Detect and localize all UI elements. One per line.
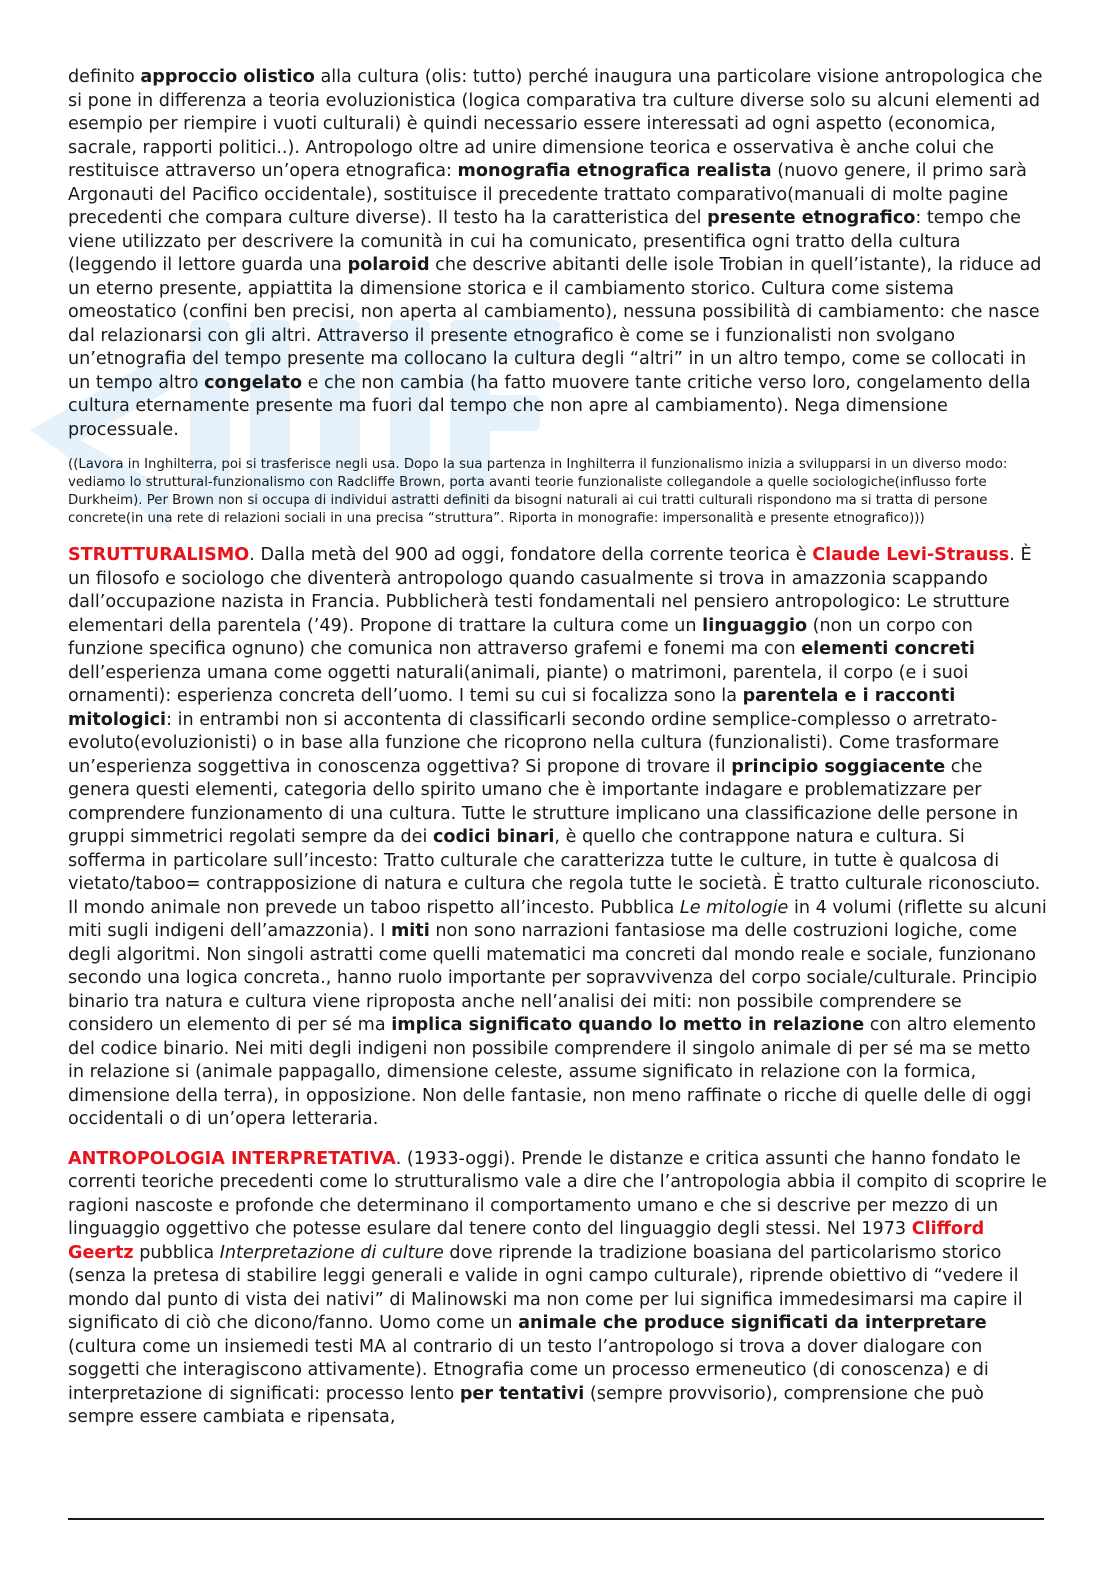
paragraph-antropologia-interpretativa: ANTROPOLOGIA INTERPRETATIVA. (1933-oggi). Prende le distanze e critica assunti che hanno fondato le correnti teoriche precedenti come lo strutturalismo vale a dire che l’antropologia abbia il compito di scoprire le ragioni nascoste e profonde che determinano il comportamento umano e che si descrive per mezzo di un linguaggio oggettivo che potesse esulare dal tenere conto del linguaggio degli stessi. Nel 1973 Clifford Geertz pubblica Interpretazione di culture dove riprende la tradizione boasiana del particolarismo storico (senza la pretesa di stabilire leggi generali e valide in ogni campo culturale), riprende obiettivo di “vedere il mondo dal punto di vista dei nativi” di Malinowski ma non come per lui significa immedesimarsi ma capire il significato di ciò che dicono/fanno. Uomo come un animale che produce significati da interpretare (cultura come un insiemedi testi MA al contrario di un testo l’antropologo si trova a dover dialogare con soggetti che interagiscono attivamente). Etnografia come un processo ermeneutico (di conoscenza) e di interpretazione di significati: processo lento per tentativi (sempre provvisorio), comprensione che può sempre essere cambiata e ripensata, <box>68 1148 1047 1428</box>
paragraph-strutturalismo: STRUTTURALISMO. Dalla metà del 900 ad oggi, fondatore della corrente teorica è Claude Levi-Strauss. È un filosofo e sociologo che diventerà antropologo quando casualmente si trova in amazzonia scappando dall’occupazione nazista in Francia. Pubblicherà testi fondamentali nel pensiero antropologico: Le strutture elementari della parentela (’49). Propone di trattare la cultura come un linguaggio (non un corpo con funzione specifica ognuno) che comunica non attraverso grafemi e fonemi ma con elementi concreti dell’esperienza umana come oggetti naturali(animali, piante) o matrimoni, parentela, il corpo (e i suoi ornamenti): esperienza concreta dell’uomo. I temi su cui si focalizza sono la parentela e i racconti mitologici: in entrambi non si accontenta di classificarli secondo ordine semplice-complesso o arretrato-evoluto(evoluzionisti) o in base alla funzione che ricoprono nella cultura (funzionalisti). Come trasformare un’esperienza soggettiva in conoscenza oggettiva? Si propone di trovare il principio soggiacente che genera questi elementi, categoria dello spirito umano che è importante indagare e problematizzare per comprendere funzionamento di una cultura. Tutte le strutture implicano una classificazione delle persone in gruppi simmetrici regolati sempre da dei codici binari, è quello che contrappone natura e cultura. Si sofferma in particolare sull’incesto: Tratto culturale che caratterizza tutte le culture, in tutte è qualcosa di vietato/taboo= contrapposizione di natura e cultura che regola tutte le società. È tratto culturale riconosciuto. Il mondo animale non prevede un taboo rispetto all’incesto. Pubblica Le mitologie in 4 volumi (riflette su alcuni miti sugli indigeni dell’amazzonia). I miti non sono narrazioni fantasiose ma delle costruzioni logiche, come degli algoritmi. Non singoli astratti come quelli matematici ma concreti dal mondo reale e sociale, funzionano secondo una logica concreta., hanno ruolo importante per sopravvivenza del corpo sociale/culturale. Principio binario tra natura e cultura viene riproposta anche nell’analisi dei miti: non possibile comprendere se considero un elemento di per sé ma implica significato quando lo metto in relazione con altro elemento del codice binario. Nei miti degli indigeni non possibile comprendere il singolo animale di per sé ma se metto in relazione si (animale pappagallo, dimensione celeste, assume significato in relazione con la formica, dimensione della terra), in opposizione. Non delle fantasie, non meno raffinate o ricche di quelle delle di oggi occidentali o di un’opera letteraria. <box>68 545 1047 1130</box>
heading-strutturalismo: STRUTTURALISMO <box>68 545 250 566</box>
note-radcliffe-brown: ((Lavora in Inghilterra, poi si trasferisce negli usa. Dopo la sua partenza in Inghilterra il funzionalismo inizia a svilupparsi in un diverso modo: vediamo lo struttural-funzionalismo con Radcliffe Brown, porta avanti teorie funzionaliste collegandole a quelle sociologiche(influsso forte Durkheim). Per Brown non si occupa di individui astratti definiti da bisogni naturali ai cui tratti culturali rispondono ma si tratta di persone concrete(in una rete di relazioni sociali in una precisa “struttura”. Riporta in monografie: impersonalità e presente etnografico))) <box>68 457 1008 527</box>
page-divider <box>68 1518 1044 1520</box>
heading-antropologia-interpretativa: ANTROPOLOGIA INTERPRETATIVA <box>68 1148 396 1169</box>
paragraph-funzionalismo: definito approccio olistico alla cultura (olis: tutto) perché inaugura una particolare visione antropologica che si pone in differenza a teoria evoluzionistica (logica comparativa tra culture diverse solo su alcuni elementi ad esempio per riempire i vuoti culturali) è quindi necessario essere interessati ad ogni aspetto (economica, sacrale, rapporti politici..). Antropologo oltre ad unire dimensione teorica e osservativa è anche colui che restituisce attraverso un’opera etnografica: monografia etnografica realista (nuovo genere, il primo sarà Argonauti del Pacifico occidentale), sostituisce il precedente trattato comparativo(manuali di molte pagine precedenti che compara culture diverse). Il testo ha la caratteristica del presente etnografico: tempo che viene utilizzato per descrivere la comunità in cui ha comunicato, presentifica ogni tratto della cultura (leggendo il lettore guarda una polaroid che descrive abitanti delle isole Trobian in quell’istante), la riduce ad un eterno presente, appiattita la dimensione storica e il cambiamento storico. Cultura come sistema omeostatico (confini ben precisi, non aperta al cambiamento), nessuna possibilità di cambiamento: che nasce dal relazionarsi con gli altri. Attraverso il presente etnografico è come se i funzionalisti non svolgano un’etnografia del tempo presente ma collocano la cultura degli “altri” in un altro tempo, come se collocati in un tempo altro congelato e che non cambia (ha fatto muovere tante critiche verso loro, congelamento della cultura eternamente presente ma fuori dal tempo che non apre al cambiamento). Nega dimensione processuale. <box>68 67 1043 440</box>
document-body <box>68 66 1048 1430</box>
